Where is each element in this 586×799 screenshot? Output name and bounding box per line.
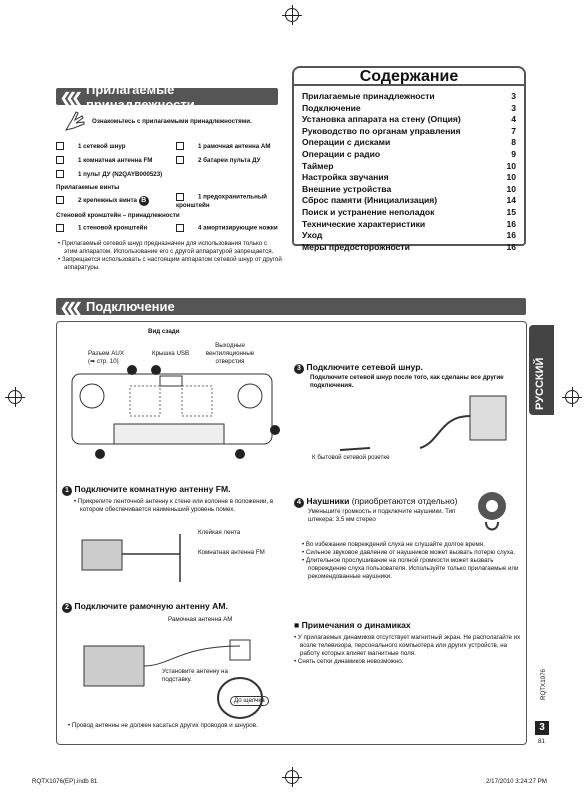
checkbox[interactable] [56, 224, 64, 232]
toc-row[interactable] [302, 242, 516, 254]
toc-row[interactable] [302, 91, 516, 103]
toc-row-page: 9 [511, 148, 516, 159]
bracket-right: 4 амортизирующие ножки [176, 224, 278, 233]
bullet-item: • Во избежание повреждений слуха не слушайте долгое время. [302, 541, 485, 548]
checkbox[interactable] [56, 142, 64, 150]
note-item: • Прилагаемый сетевой шнур предназначен для использования только с этим аппаратом. Использование его с другой аппаратурой запрещается. [58, 240, 274, 255]
toc-row-label: Сброс памяти (Инициализация) [302, 195, 438, 206]
registration-mark-left [8, 390, 22, 404]
checkbox[interactable] [176, 224, 184, 232]
toc-row-page: 7 [511, 125, 516, 136]
step-number: 4 [294, 498, 304, 508]
usb-label: Крышка USB [152, 350, 190, 357]
toc-row-page: 3 [511, 102, 516, 113]
footer-date: 2/17/2010 3:24:27 PM [486, 778, 547, 785]
registration-mark-top [285, 8, 299, 22]
chevron-icon: ❮❮❮ [60, 90, 78, 105]
checkbox[interactable] [176, 142, 184, 150]
bracket-item: 1 стеновой кронштейн [56, 224, 147, 233]
step1-title: 1 Подключите комнатную антенну FM. [62, 484, 231, 496]
step2-note: • Провод антенны не должен касаться других проводов и шнуров. [68, 722, 258, 729]
rear-view-label: Вид сзади [148, 328, 180, 335]
footer-file: RQTX1076(EP).indb 81 [32, 778, 98, 785]
checkbox[interactable] [176, 193, 184, 201]
toc-row[interactable] [302, 161, 516, 173]
toc-row-label: Руководство по органам управления [302, 125, 461, 136]
bullet-item: • Сильное звуковое давление от наушников может вызвать потерю слуха. [302, 549, 515, 556]
toc-row-page: 16 [506, 241, 516, 252]
toc-title: Содержание [292, 66, 526, 86]
connection-header [56, 298, 526, 315]
toc-row-page: 10 [506, 160, 516, 171]
am-antenna-label: Рамочная антенна AM [168, 616, 233, 623]
toc-row-label: Настройка звучания [302, 172, 389, 183]
toc-row-page: 3 [511, 91, 516, 101]
toc-row-page: 16 [506, 218, 516, 229]
toc-row-label: Меры предосторожности [302, 241, 410, 252]
toc-row[interactable] [302, 149, 516, 161]
screws-item: 2 крепежных винта B [56, 196, 149, 206]
toc-row-label: Прилагаемые принадлежности [302, 91, 435, 101]
step3-title: 3 Подключите сетевой шнур. [294, 362, 423, 374]
step4-text: Уменьшите громкость и подключите наушники. Тип штекера: 3,5 мм стерео [308, 508, 456, 523]
checkbox[interactable] [56, 170, 64, 178]
accessories-intro: Ознакомьтесь с прилагаемыми принадлежностями. [92, 118, 252, 125]
toc-row[interactable] [302, 207, 516, 219]
bracket-label: Стеновой кронштейн – принадлежности [56, 212, 180, 219]
toc-row-label: Технические характеристики [302, 218, 426, 229]
tape-label: Клейкая лента [198, 529, 241, 536]
toc-row-page: 16 [506, 230, 516, 241]
toc-row[interactable] [302, 126, 516, 138]
toc-row-page: 10 [506, 172, 516, 183]
checkbox[interactable] [56, 196, 64, 204]
accessories-title: Прилагаемые принадлежности [86, 81, 195, 112]
screws-right: 1 предохранительный кронштейн [176, 193, 267, 209]
step3-text: Подключите сетевой шнур после того, как сделаны все другие подключения. [310, 374, 504, 389]
registration-mark-bottom [285, 770, 299, 784]
toc-row-page: 8 [511, 137, 516, 148]
screws-label: Прилагаемые винты [56, 184, 120, 191]
doc-code: RQTX1076 [540, 669, 547, 700]
headphone-jack-icon [476, 490, 510, 534]
toc-row-page: 15 [506, 206, 516, 217]
connection-title: Подключение [86, 299, 175, 314]
chevron-icon: ❮❮❮ [60, 300, 78, 315]
step2-title: 2 Подключите рамочную антенну AM. [62, 601, 228, 613]
toc-row-page: 4 [511, 114, 516, 125]
bullet-item: • У прилагаемых динамиков отсутствует магнитный экран. Не располагайте их возле телевизора, персонального компьютера или других устройств, на работу которых влияет магнитные поля. [294, 634, 521, 657]
bullet-item: • Снять сетки динамиков невозможно. [294, 658, 404, 665]
toc-row-page: 10 [506, 183, 516, 194]
speaker-notes-title: ■ Примечания о динамиках [294, 620, 411, 630]
toc-row-label: Операции с дисками [302, 137, 391, 148]
toc-row[interactable] [302, 103, 516, 115]
toc-row-page: 14 [506, 195, 516, 206]
accessories-list-left: 1 сетевой шнур 1 комнатная антенна FM 1 пульт ДУ (N2QAYB000523) [56, 140, 176, 182]
stereo-unit-illustration [70, 360, 280, 460]
page-number: 3 [535, 721, 549, 735]
language-tab: РУССКИЙ [529, 325, 554, 415]
toc-row[interactable] [302, 184, 516, 196]
checkbox[interactable] [176, 156, 184, 164]
toc-row-label: Подключение [302, 102, 361, 113]
toc-row-label: Операции с радио [302, 148, 381, 159]
step-number: 3 [294, 364, 304, 374]
toc-row-label: Уход [302, 230, 323, 241]
fm-antenna-illustration [80, 530, 190, 586]
toc-row[interactable] [302, 230, 516, 242]
page-number-small: 81 [538, 738, 545, 745]
toc-row[interactable] [302, 219, 516, 231]
hand-pointer-icon [62, 108, 88, 134]
toc-row[interactable] [302, 137, 516, 149]
toc-row-label: Установка аппарата на стену (Опция) [302, 114, 461, 125]
accessories-notes [56, 240, 282, 272]
step4-bullets [300, 541, 526, 581]
power-plug-illustration [330, 392, 510, 452]
toc-row[interactable] [302, 114, 516, 126]
step-number: 2 [62, 603, 72, 613]
step-number: 1 [62, 486, 72, 496]
toc-row-label: Таймер [302, 160, 334, 171]
accessories-list-right: 1 рамочная антенна AM 2 батареи пульта ДУ [176, 140, 296, 168]
toc-row-label: Внешние устройства [302, 183, 392, 194]
checkbox[interactable] [56, 156, 64, 164]
toc-row-label: Поиск и устранение неполадок [302, 206, 435, 217]
step4-title: 4 Наушники (приобретаются отдельно) [294, 496, 458, 508]
registration-mark-right [565, 390, 579, 404]
aux-label: Разъем AUX (➡ стр. 10) [88, 350, 124, 365]
toc-box [292, 84, 526, 252]
badge-b: B [139, 196, 149, 206]
speaker-notes-bullets [292, 634, 524, 666]
toc-row[interactable] [302, 172, 516, 184]
fm-antenna-label: Комнатная антенна FM [198, 549, 265, 556]
note-item: • Запрещается использовать с настоящим аппаратом сетевой шнур от другой аппаратуры. [58, 256, 282, 271]
step1-text: • Прикрепите ленточной антенну к стене или колонне в положении, в котором обеспечивается наименьший уровень помех. [74, 498, 274, 513]
click-label: До щелчка [230, 696, 269, 706]
bullet-item: • Длительное прослушивание на полной громкости может вызвать повреждение слуха пользователя. Используйте только прилагаемые или рекомендованные наушники. [302, 557, 519, 580]
accessories-header [56, 81, 278, 112]
outlet-label: К бытовой сетевой розетке [312, 454, 390, 461]
vents-label: Выходные вентиляционные отверстия [205, 342, 255, 365]
stand-label: Установите антенну на подставку. [162, 668, 228, 683]
toc-row[interactable] [302, 195, 516, 207]
